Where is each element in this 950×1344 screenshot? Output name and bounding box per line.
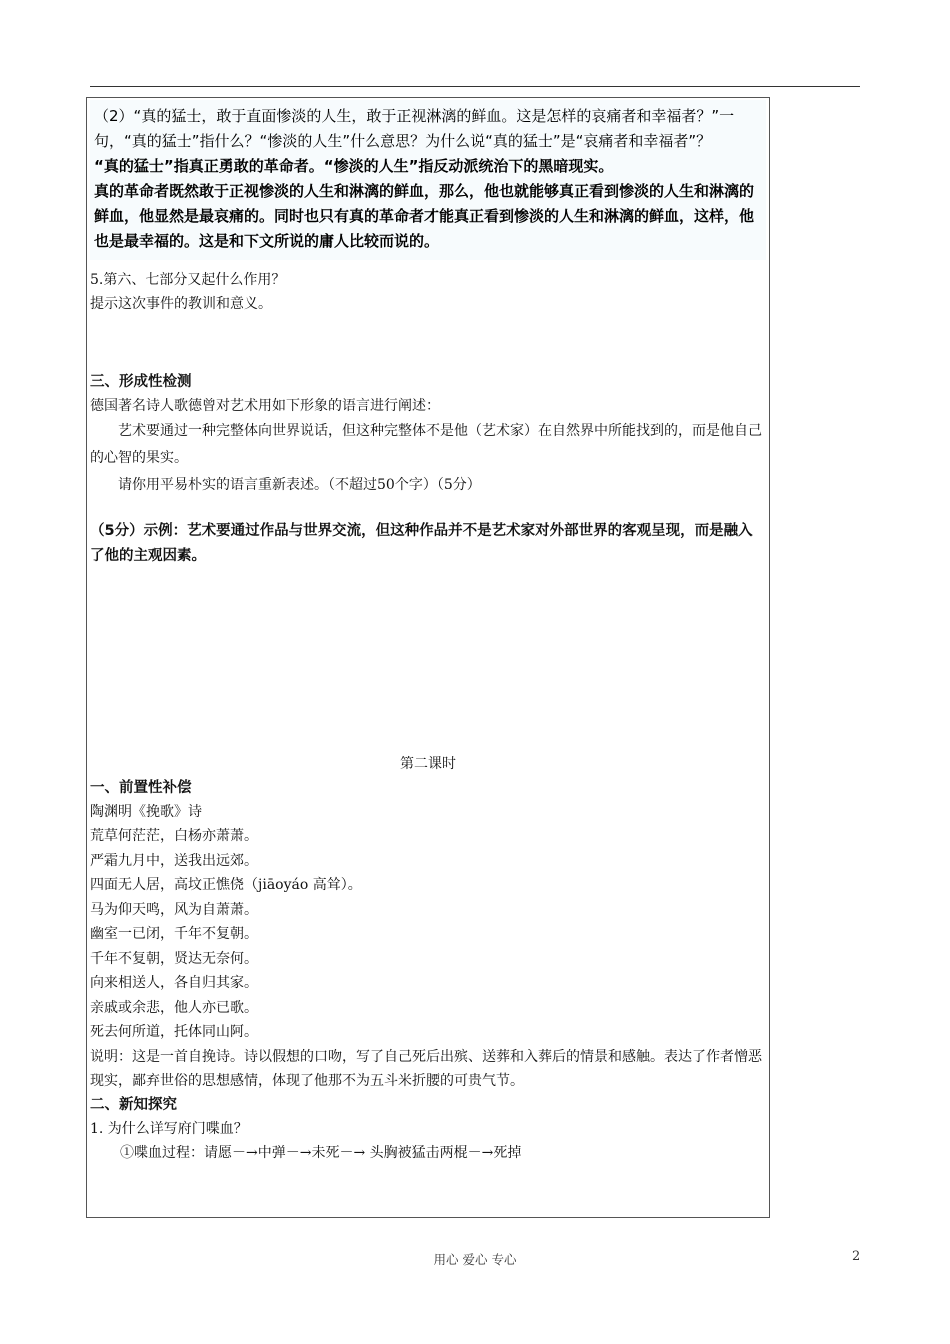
question-2: （2）“真的猛士，敢于直面惨淡的人生，敢于正视淋漓的鲜血。这是怎样的哀痛者和幸福者？”一句，“真的猛士”指什么？“惨淡的人生”什么意思？为什么说“真的猛士”是“哀痛者和幸福者”？ — [94, 107, 735, 150]
poem-line: 千年不复朝，贤达无奈何。 — [90, 950, 258, 967]
poem-line: 幽室一已闭，千年不复朝。 — [90, 926, 258, 942]
header-rule — [90, 86, 860, 87]
embedded-answer-image — [90, 100, 766, 260]
poem-line: 荒草何茫茫，白杨亦萧萧。 — [90, 828, 258, 844]
page-number: 2 — [852, 1249, 861, 1264]
section-3-answer: （5分）示例：艺术要通过作品与世界交流，但这种作品并不是艺术家对外部世界的客观呈现，而是融入了他的主观因素。 — [90, 523, 753, 564]
poem-line: 马为仰天鸣，风为自萧萧。 — [90, 901, 258, 918]
lesson-2-heading-2: 二、新知探究 — [90, 1095, 177, 1113]
lesson-2-title: 第二课时 — [400, 756, 456, 772]
poem-note: 说明：这是一首自挽诗。诗以假想的口吻，写了自己死后出殡、送葬和入葬后的情景和感触。表达了作者憎恶现实，鄙弃世俗的思想感情，体现了他那不为五斗米折腰的可贵气节。 — [90, 1048, 762, 1089]
poem-line: 亲戚或余悲，他人亦已歌。 — [90, 999, 258, 1016]
goethe-quote: 艺术要通过一种完整体向世界说话，但这种完整体不是他（艺术家）在自然界中所能找到的，而是他自己的心智的果实。 — [90, 423, 762, 466]
answer-2-line-2: 真的革命者既然敢于正视惨淡的人生和淋漓的鲜血，那么，他也就能够真正看到惨淡的人生和淋漓的鲜血，他显然是最哀痛的。同时也只有真的革命者才能真正看到惨淡的人生和淋漓的鲜血，这样，他也是最幸福的。这是和下文所说的庸人比较而说的。 — [94, 182, 755, 250]
page-content — [90, 100, 766, 1165]
section-3-task: 请你用平易朴实的语言重新表述。（不超过50个字）（5分） — [118, 477, 481, 493]
question-5: 5.第六、七部分又起什么作用？ — [90, 272, 286, 288]
new-question-1-sub: ①喋血过程：请愿－→中弹－→未死－→ 头胸被猛击两棍－→死掉 — [120, 1144, 522, 1161]
poem-line: 向来相送人，各自归其家。 — [90, 975, 258, 991]
poem — [90, 824, 766, 1045]
poem-line: 严霜九月中，送我出远郊。 — [90, 852, 258, 869]
answer-5: 提示这次事件的教训和意义。 — [90, 296, 272, 312]
poem-line: 四面无人居，高坟正憔侥（jiāoyáo 高耸）。 — [90, 877, 362, 893]
answer-2-line-1: “真的猛士”指真正勇敢的革命者。“惨淡的人生”指反动派统治下的黑暗现实。 — [94, 157, 614, 175]
page-footer: 用心 爱心 专心 — [433, 1252, 517, 1267]
poem-line: 死去何所道，托体同山阿。 — [90, 1024, 258, 1040]
poem-title: 陶渊明《挽歌》诗 — [90, 804, 202, 820]
lesson-2-heading-1: 一、前置性补偿 — [90, 779, 192, 796]
section-3-heading: 三、形成性检测 — [90, 373, 192, 390]
section-3-intro: 德国著名诗人歌德曾对艺术用如下形象的语言进行阐述： — [90, 398, 440, 414]
new-question-1: 1. 为什么详写府门喋血？ — [90, 1120, 248, 1137]
